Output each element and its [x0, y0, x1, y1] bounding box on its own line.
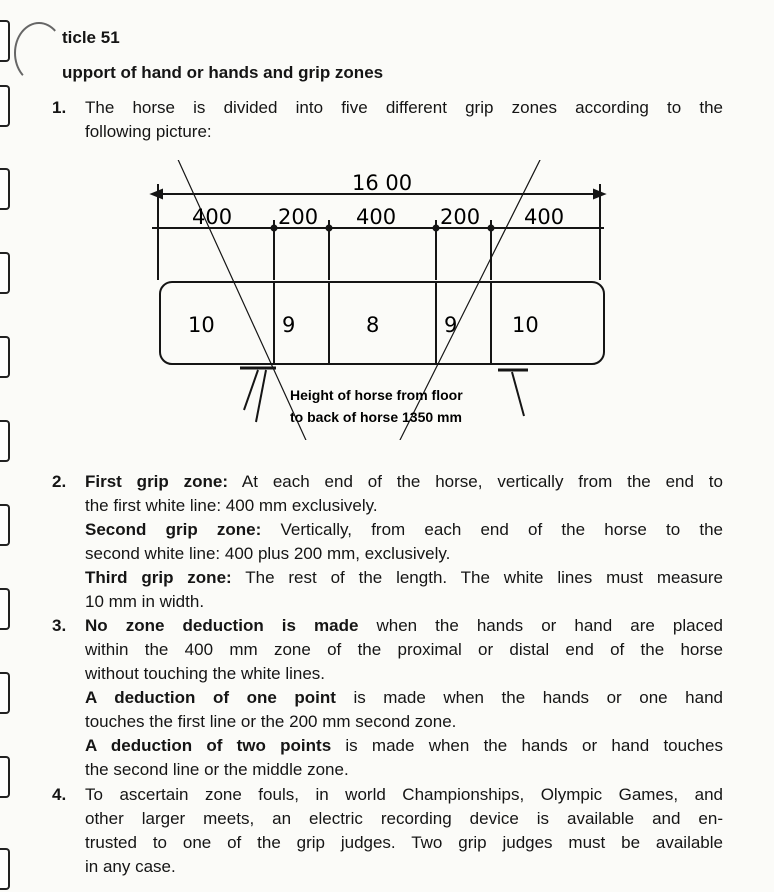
text-line — [85, 758, 723, 782]
text-run: other larger meets, an electric recording device is available and en- — [85, 809, 723, 828]
text-line — [85, 783, 723, 807]
text-line — [85, 614, 723, 638]
zone-number: 10 — [512, 313, 539, 337]
item-body — [85, 470, 723, 614]
text-line — [85, 120, 723, 144]
binder-hole — [0, 848, 10, 890]
item-number: 2. — [52, 472, 67, 491]
text-line — [85, 710, 723, 734]
zone-number: 9 — [444, 313, 458, 337]
text-run: is made when the hands or hand touches — [331, 736, 723, 755]
text-run: without touching the white lines. — [85, 664, 326, 683]
text-run: second white line: 400 plus 200 mm, exclusively. — [85, 544, 451, 563]
text-line — [85, 96, 723, 120]
text-line — [85, 518, 723, 542]
text-line — [85, 494, 723, 518]
text-run: when the hands or hand are placed — [358, 616, 723, 635]
text-line — [85, 855, 723, 879]
bold-phrase: Third grip zone: — [85, 568, 232, 587]
text-line — [85, 590, 723, 614]
grip-zone-diagram — [140, 160, 620, 440]
binder-hole — [0, 252, 10, 294]
binder-hole — [0, 756, 10, 798]
text-line — [85, 566, 723, 590]
text-run: is made when the hands or one hand — [335, 688, 724, 707]
binder-hole — [0, 588, 10, 630]
binder-hole — [0, 85, 10, 127]
bold-phrase: First grip zone: — [85, 472, 229, 491]
text-run: To ascertain zone fouls, in world Championships, Olympic Games, and — [85, 785, 723, 804]
binder-hole — [0, 336, 10, 378]
zone-number: 8 — [366, 313, 380, 337]
text-run: the second line or the middle zone. — [85, 760, 349, 779]
item-number: 4. — [52, 785, 67, 804]
item-body — [85, 783, 723, 879]
binder-hole — [0, 20, 10, 62]
binder-hole — [0, 504, 10, 546]
zone-number: 10 — [188, 313, 215, 337]
segment-length-label: 400 — [356, 205, 397, 229]
text-run: touches the first line or the 200 mm second zone. — [85, 712, 457, 731]
text-line — [85, 831, 723, 855]
item-body — [85, 614, 723, 782]
item-body — [85, 96, 723, 144]
binder-hole — [0, 420, 10, 462]
text-line — [85, 470, 723, 494]
text-line — [85, 662, 723, 686]
segment-length-label: 400 — [192, 205, 233, 229]
text-run: within the 400 mm zone of the proximal or distal end of the horse — [85, 640, 723, 659]
text-run: The rest of the length. The white lines must measure — [231, 568, 723, 587]
bold-phrase: A deduction of one point — [85, 688, 336, 707]
bold-phrase: Second grip zone: — [85, 520, 262, 539]
bold-phrase: A deduction of two points — [85, 736, 332, 755]
segment-length-label: 400 — [524, 205, 565, 229]
text-run: 10 mm in width. — [85, 592, 205, 611]
text-line — [85, 807, 723, 831]
text-run: At each end of the horse, vertically from the end to — [228, 472, 723, 491]
text-run: Vertically, from each end of the horse to the — [261, 520, 724, 539]
text-run: in any case. — [85, 857, 176, 876]
binder-hole — [0, 672, 10, 714]
text-line — [85, 638, 723, 662]
punch-hole-shadow — [14, 22, 64, 84]
total-length-label: 16 00 — [352, 171, 413, 195]
text-run: The horse is divided into five different grip zones according to the — [85, 98, 723, 117]
item-number: 3. — [52, 616, 67, 635]
text-run: trusted to one of the grip judges. Two grip judges must be available — [85, 833, 723, 852]
article-number: ticle 51 — [62, 28, 120, 47]
text-line — [85, 734, 723, 758]
binder-hole — [0, 168, 10, 210]
text-run: following picture: — [85, 122, 212, 141]
diagram-caption-line: Height of horse from floor — [290, 387, 463, 403]
diagram-caption-line: to back of horse 1350 mm — [290, 409, 462, 425]
item-number: 1. — [52, 98, 67, 117]
text-run: the first white line: 400 mm exclusively. — [85, 496, 378, 515]
text-line — [85, 686, 723, 710]
bold-phrase: No zone deduction is made — [85, 616, 359, 635]
zone-number: 9 — [282, 313, 296, 337]
segment-length-label: 200 — [440, 205, 481, 229]
segment-length-label: 200 — [278, 205, 319, 229]
article-title: upport of hand or hands and grip zones — [62, 63, 384, 82]
text-line — [85, 542, 723, 566]
